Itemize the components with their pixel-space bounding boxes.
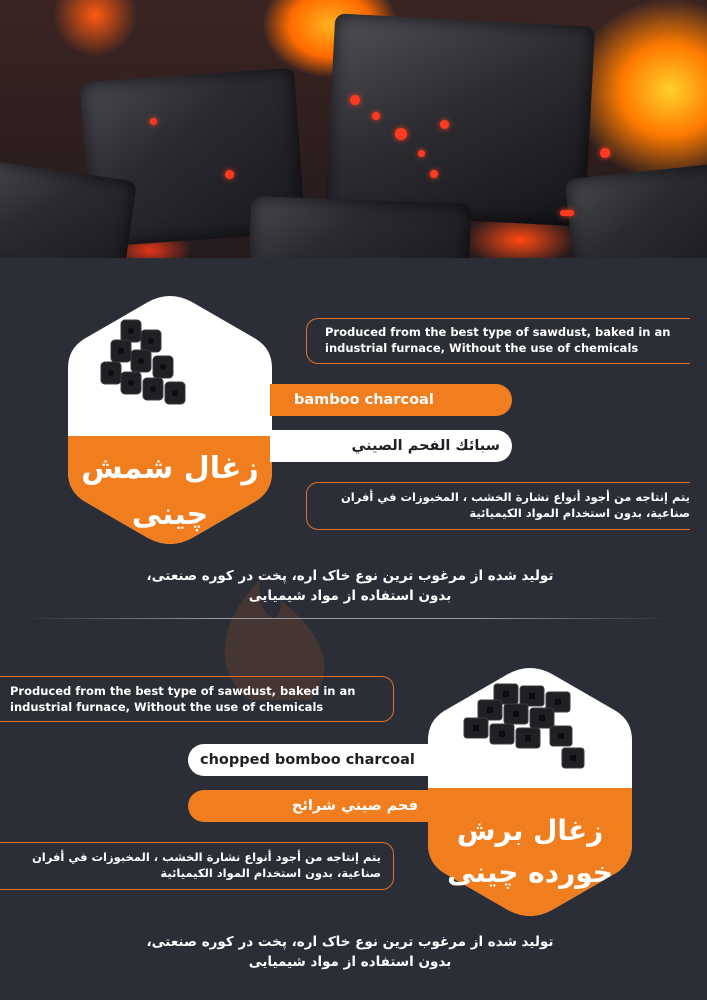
arabic-name-1: سبائك الفحم الصيني: [351, 438, 500, 454]
product-title-1: زغال شمش چینی: [81, 451, 259, 532]
english-description-1: Produced from the best type of sawdust, baked in an industrial furnace, Without the use of chemicals: [325, 325, 671, 355]
persian-line-1b: بدون استفاده از مواد شیمیایی: [248, 588, 452, 604]
arabic-description-box-2: [0, 842, 394, 890]
arabic-name-2: فحم صيني شرائح: [291, 798, 418, 814]
product-title-2: زغال برش خورده چینی: [447, 814, 613, 889]
arabic-name-pill-2: [188, 790, 434, 822]
english-name-2: chopped bomboo charcoal: [200, 752, 415, 768]
section-divider: [22, 618, 672, 619]
arabic-description-1: يتم إنتاجه من أجود أنواع نشارة الخشب ، المخبوزات في أفران صناعية، بدون استخدام المواد الكيميائية: [340, 490, 690, 520]
persian-line-1a: تولید شده از مرغوب ترین نوع خاک اره، پخت در کوره صنعتی،: [146, 568, 554, 584]
charcoal-briquettes-icon: [91, 316, 201, 412]
product-hexagon-2: [426, 668, 634, 916]
english-name-1: bamboo charcoal: [294, 392, 434, 408]
english-description-box-1: [306, 318, 690, 364]
persian-line-2a: تولید شده از مرغوب ترین نوع خاک اره، پخت در کوره صنعتی،: [146, 934, 554, 950]
persian-description-1: [120, 566, 580, 606]
persian-description-2: [120, 932, 580, 972]
arabic-description-2: يتم إنتاجه من أجود أنواع نشارة الخشب ، المخبوزات في أفران صناعية، بدون استخدام المواد الكيميائية: [31, 850, 381, 880]
chopped-charcoal-icon: [454, 682, 589, 774]
arabic-name-pill-1: [270, 430, 512, 462]
hero-charcoal-image: [0, 0, 707, 258]
english-description-box-2: [0, 676, 394, 722]
arabic-description-box-1: [306, 482, 690, 530]
english-name-pill-1: [270, 384, 512, 416]
english-name-pill-2: [188, 744, 434, 776]
persian-line-2b: بدون استفاده از مواد شیمیایی: [248, 954, 452, 970]
product-hexagon-1: [66, 296, 274, 544]
english-description-2: Produced from the best type of sawdust, baked in an industrial furnace, Without the use of chemicals: [10, 684, 356, 714]
